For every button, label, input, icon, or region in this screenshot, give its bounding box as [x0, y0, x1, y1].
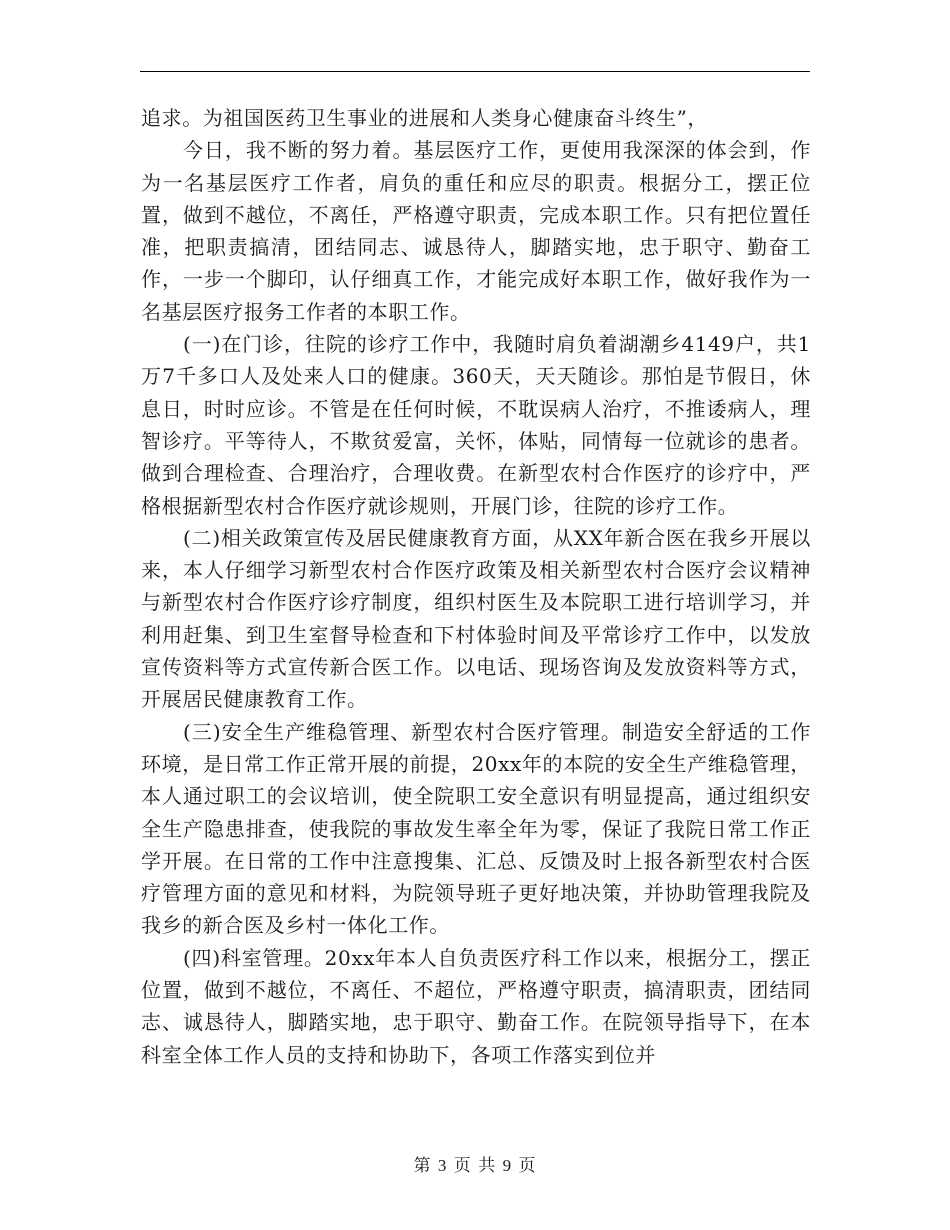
paragraph-section-2: (二)相关政策宣传及居民健康教育方面，从XX年新合医在我乡开展以来，本人仔细学习新型农村合作医疗政策及相关新型农村合医疗会议精神与新型农村合作医疗诊疗制度，组织村医生及本院职工进行培训学习，并利用赶集、到卫生室督导检查和下村体验时间及平常诊疗工作中，以发放宣传资料等方式宣传新合医工作。以电话、现场咨询及发放资料等方式，开展居民健康教育工作。 — [141, 525, 811, 712]
header-rule — [140, 71, 810, 72]
footer-prefix: 第 — [413, 1156, 432, 1176]
paragraph-intro: 今日，我不断的努力着。基层医疗工作，更使用我深深的体会到，作为一名基层医疗工作者，肩负的重任和应尽的职责。根据分工，摆正位置，做到不越位，不离任，严格遵守职责，完成本职工作。只有把位置任准，把职责搞清，团结同志、诚恳待人，脚踏实地，忠于职守、勤奋工作，一步一个脚印，认仔细真工作，才能完成好本职工作，做好我作为一名基层医疗报务工作者的本职工作。 — [141, 138, 811, 324]
paragraph-section-4: (四)科室管理。20xx年本人自负责医疗科工作以来，根据分工，摆正位置，做到不越位，不离任、不超位，严格遵守职责，搞清职责，团结同志、诚恳待人，脚踏实地，忠于职守、勤奋工作。在院领导指导下，在本科室全体工作人员的支持和协助下，各项工作落实到位并 — [141, 945, 811, 1067]
footer-middle: 页 共 — [453, 1156, 497, 1176]
paragraph-section-3: (三)安全生产维稳管理、新型农村合医疗管理。制造安全舒适的工作环境，是日常工作正常开展的前提，20xx年的本院的安全生产维稳管理，本人通过职工的会议培训，使全院职工安全意识有明显提高，通过组织安全生产隐患排查，使我院的事故发生率全年为零，保证了我院日常工作正学开展。在日常的工作中注意搜集、汇总、反馈及时上报各新型农村合医疗管理方面的意见和材料，为院领导班子更好地决策，并协助管理我院及我乡的新合医及乡村一体化工作。 — [141, 719, 811, 938]
paragraph-continuation: 追求。为祖国医药卫生事业的进展和人类身心健康奋斗终生”， — [141, 106, 709, 130]
footer-current-page: 3 — [437, 1156, 448, 1175]
page-footer — [0, 1151, 950, 1176]
footer-total-pages: 9 — [502, 1156, 513, 1175]
paragraph-section-1: (一)在门诊，往院的诊疗工作中，我随时肩负着湖潮乡4149户，共1万7千多口人及处来人口的健康。360天，天天随诊。那怕是节假日，休息日，时时应诊。不管是在任何时候，不耽误病人治疗，不推诿病人，理智诊疗。平等待人，不欺贫爱富，关怀，体贴，同情每一位就诊的患者。做到合理检查、合理治疗，合理收费。在新型农村合作医疗的诊疗中，严格根据新型农村合作医疗就诊规则，开展门诊，往院的诊疗工作。 — [141, 332, 811, 518]
body-text — [141, 102, 811, 1071]
footer-suffix: 页 — [518, 1156, 537, 1176]
